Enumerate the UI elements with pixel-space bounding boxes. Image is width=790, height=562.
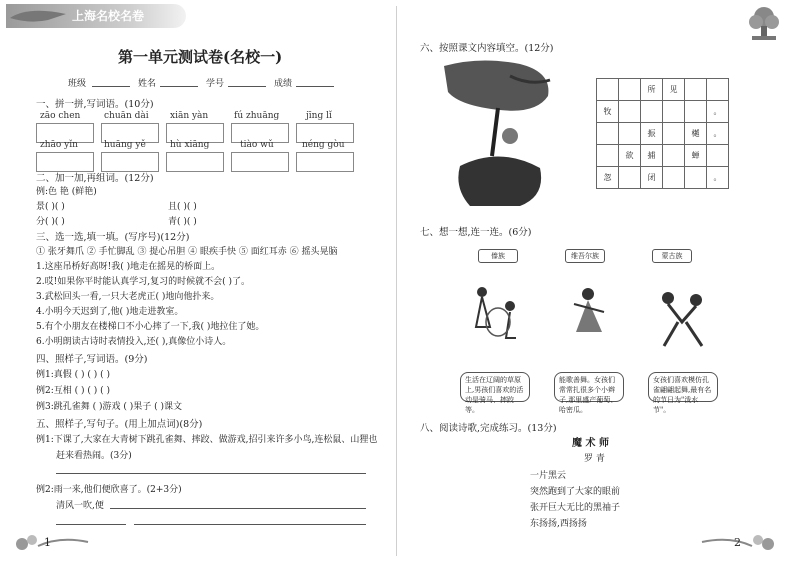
grid-row	[597, 101, 729, 123]
section-5-heading: 五、照样子,写句子。(用上加点词)(8分)	[36, 419, 203, 430]
grid-cell[interactable]	[597, 145, 619, 167]
wrestlers-illustration	[648, 286, 718, 356]
grid-cell[interactable]	[685, 101, 707, 123]
answer-box[interactable]	[231, 152, 289, 172]
poem-line: 张开巨大无比的黑袖子	[530, 503, 621, 513]
grid-cell[interactable]	[619, 167, 641, 189]
grid-cell[interactable]	[641, 101, 663, 123]
section-2-heading: 二、加一加,再组词。(12分)	[36, 173, 154, 184]
add-word-item[interactable]: 景( )( )	[36, 202, 65, 212]
section-3-heading: 三、选一选,填一填。(写序号)(12分)	[36, 232, 190, 243]
fill-question[interactable]: 3.武松回头一看,一只大老虎正( )地向他扑来。	[36, 292, 220, 302]
grid-cell[interactable]	[685, 79, 707, 101]
grid-cell[interactable]	[597, 79, 619, 101]
grid-cell[interactable]	[707, 145, 729, 167]
grid-cell[interactable]	[619, 123, 641, 145]
pinyin: fú zhuāng	[234, 111, 280, 121]
page-divider	[396, 6, 397, 556]
section-8-heading: 八、阅读诗歌,完成练习。(13分)	[420, 423, 557, 434]
fill-question[interactable]: 4.小明今天迟到了,他( )地走进教室。	[36, 307, 184, 317]
pinyin: hù xiāng	[170, 140, 210, 150]
pinyin: jīng lǐ	[306, 111, 332, 121]
grid-cell[interactable]	[685, 167, 707, 189]
poem-title: 魔 术 师	[572, 438, 609, 449]
grid-cell: 欲	[619, 145, 641, 167]
dancers-illustration-1	[462, 282, 532, 356]
grid-cell: 见	[663, 79, 685, 101]
grid-cell: 振	[641, 123, 663, 145]
answer-box[interactable]	[101, 152, 159, 172]
word-example-3[interactable]: 例3:跳孔雀舞 ( )游戏 ( )果子 ( )课文	[36, 402, 182, 412]
fill-question[interactable]: 5.有个小朋友在楼梯口不小心摔了一下,我( )地拉住了她。	[36, 322, 265, 332]
add-word-item[interactable]: 分( )( )	[36, 217, 65, 227]
grid-cell[interactable]	[707, 79, 729, 101]
answer-box[interactable]	[36, 152, 94, 172]
description-bubble[interactable]: 能歌善舞。女孩们常常扎很多个小辫子,那里盛产葡萄、哈密瓜。	[554, 372, 624, 402]
description-bubble[interactable]: 女孩们喜欢模仿孔雀翩翩起舞,最有名的节日为"泼水节"。	[648, 372, 718, 402]
page-number-left: 1	[44, 536, 51, 549]
answer-line[interactable]	[134, 524, 366, 525]
number-blank[interactable]	[228, 86, 266, 87]
score-label: 成绩	[274, 79, 293, 89]
grid-cell[interactable]	[619, 79, 641, 101]
grid-cell[interactable]	[663, 167, 685, 189]
section-4-heading: 四、照样子,写词语。(9分)	[36, 354, 148, 365]
fill-question[interactable]: 6.小明朗读古诗时表情投入,还( ),真像位小诗人。	[36, 337, 232, 347]
class-blank[interactable]	[92, 86, 130, 87]
answer-box[interactable]	[296, 152, 354, 172]
grid-cell: 樾	[685, 123, 707, 145]
grid-cell: 。	[707, 101, 729, 123]
grid-cell: 牧	[597, 101, 619, 123]
answer-box[interactable]	[166, 152, 224, 172]
name-blank[interactable]	[160, 86, 198, 87]
grid-cell: 。	[707, 167, 729, 189]
fill-question[interactable]: 1.这座吊桥好高呀!我( )地走在摇晃的桥面上。	[36, 262, 221, 272]
sentence-example-1: 例1:下课了,大家在大青树下跳孔雀舞、摔跤、做游戏,招引来许多小鸟,连松鼠、山狸也	[36, 435, 378, 445]
class-label: 班级	[68, 79, 87, 89]
poem-line: 一片黑云	[530, 471, 567, 481]
grid-cell: 捕	[641, 145, 663, 167]
answer-line[interactable]	[56, 473, 366, 474]
add-word-item[interactable]: 青( )( )	[168, 217, 197, 227]
ethnic-tag-dai[interactable]: 傣族	[478, 249, 518, 263]
grid-row	[597, 123, 729, 145]
grid-cell[interactable]	[619, 101, 641, 123]
pinyin: néng gòu	[302, 140, 345, 150]
banner-title: 上海名校名卷	[72, 9, 145, 23]
section-2-example: 例:色 艳 (鲜艳)	[36, 187, 97, 197]
answer-line[interactable]	[56, 524, 126, 525]
name-label: 姓名	[138, 79, 157, 89]
add-word-item[interactable]: 且( )( )	[168, 202, 197, 212]
pinyin: chuān dài	[104, 111, 149, 121]
poem-line: 东扬扬,西扬扬	[530, 519, 587, 529]
grid-cell[interactable]	[597, 123, 619, 145]
grid-cell[interactable]	[663, 123, 685, 145]
pinyin: zhāo yǐn	[40, 140, 78, 150]
poem-line: 突然跑到了大家的眼前	[530, 487, 621, 497]
grid-row	[597, 79, 729, 101]
grid-cell: 所	[641, 79, 663, 101]
grid-cell[interactable]	[663, 145, 685, 167]
sentence-prompt: 清风一吹,便	[56, 501, 104, 511]
word-example-1[interactable]: 例1:真假 ( ) ( ) ( )	[36, 370, 110, 380]
grid-row	[597, 167, 729, 189]
grid-row	[597, 145, 729, 167]
section-6-heading: 六、按照课文内容填空。(12分)	[420, 43, 554, 54]
pen-nib-icon	[8, 4, 68, 26]
grid-cell[interactable]	[663, 101, 685, 123]
page-number-right: 2	[734, 536, 741, 549]
number-label: 学号	[206, 79, 225, 89]
fill-question[interactable]: 2.哎!如果你平时能认真学习,复习的时候就不会( )了。	[36, 277, 250, 287]
page-title: 第一单元测试卷(名校一)	[118, 48, 283, 66]
grid-cell: 闭	[641, 167, 663, 189]
dancer-illustration-2	[564, 282, 614, 356]
poem-author: 罗 青	[584, 454, 605, 464]
pinyin: huāng yě	[104, 140, 146, 150]
score-blank[interactable]	[296, 86, 334, 87]
tree-ornament-icon	[746, 4, 782, 44]
description-bubble[interactable]: 生活在辽阔的草原上,男孩们喜欢的活动是骑马、摔跤等。	[460, 372, 530, 402]
sentence-example-2: 例2:雨一来,他们便欣喜了。(2+3分)	[36, 485, 182, 495]
answer-line[interactable]	[110, 508, 366, 509]
idiom-options: ① 张牙舞爪 ② 手忙脚乱 ③ 提心吊胆 ④ 眼疾手快 ⑤ 面红耳赤 ⑥ 摇头晃脑	[36, 247, 338, 257]
ethnic-tag-mongol[interactable]: 蒙古族	[652, 249, 692, 263]
grid-cell: 忽	[597, 167, 619, 189]
section-7-heading: 七、想一想,连一连。(6分)	[420, 227, 532, 238]
ink-painting-image	[440, 56, 556, 214]
word-example-2[interactable]: 例2:互相 ( ) ( ) ( )	[36, 386, 110, 396]
section-1-heading: 一、拼一拼,写词语。(10分)	[36, 99, 154, 110]
poem-grid	[596, 78, 729, 189]
grid-cell: 蝉	[685, 145, 707, 167]
pinyin: tiào wǔ	[240, 140, 274, 150]
pinyin: zāo chen	[40, 111, 81, 121]
ethnic-tag-uyghur[interactable]: 维吾尔族	[565, 249, 605, 263]
pinyin: xiān yàn	[170, 111, 209, 121]
sentence-example-1-cont: 赶来看热闹。(3分)	[56, 451, 132, 461]
grid-cell: 。	[707, 123, 729, 145]
